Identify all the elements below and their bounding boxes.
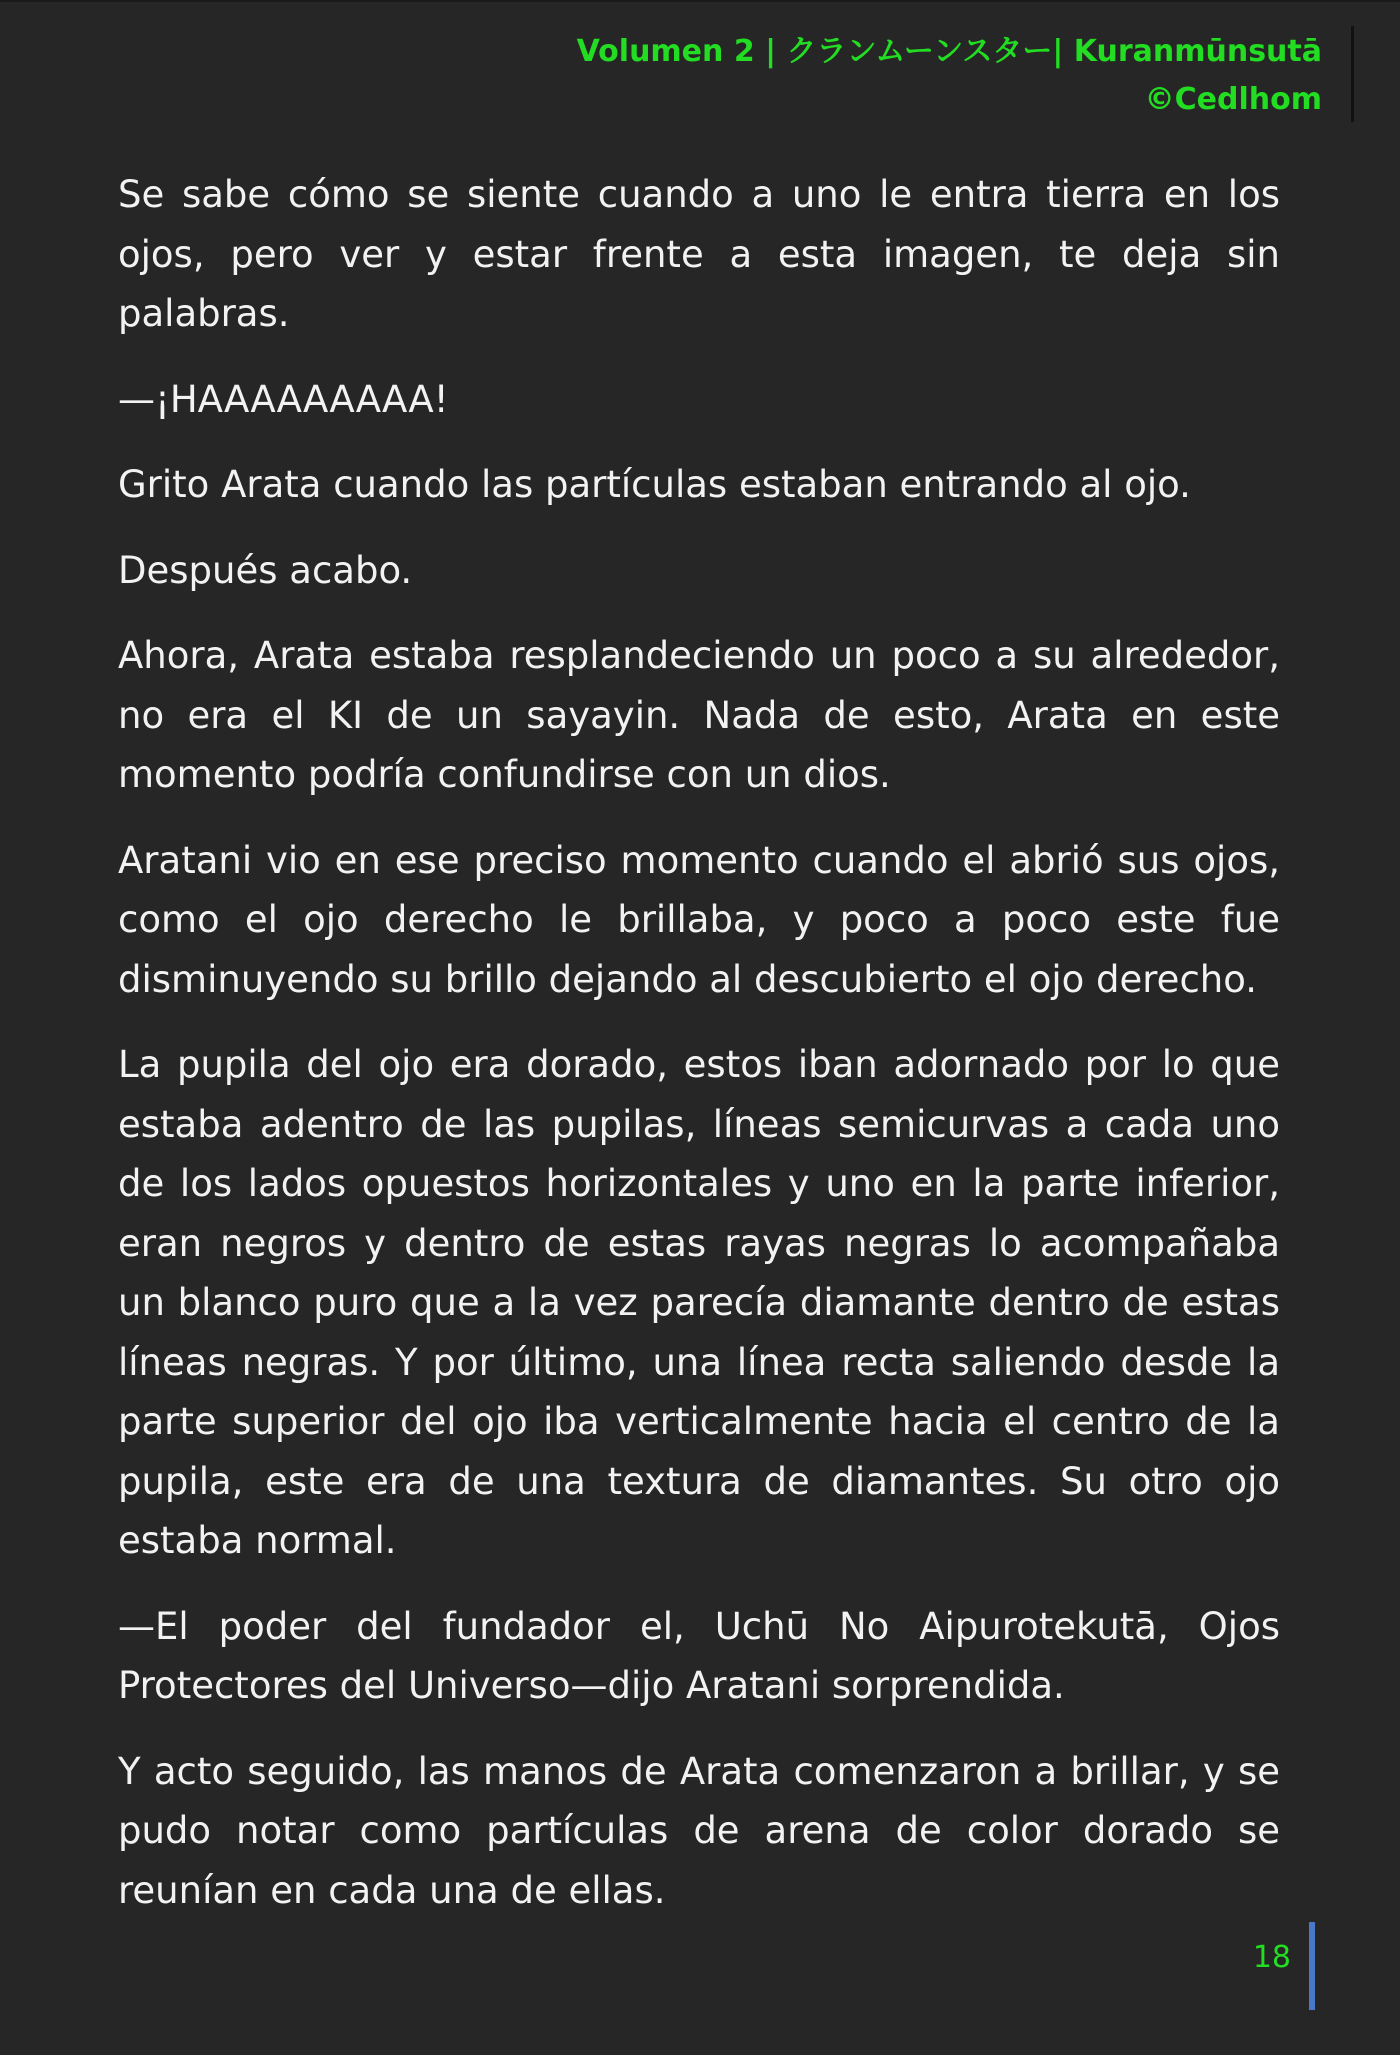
paragraph-4: Después acabo. xyxy=(118,548,413,592)
page-footer xyxy=(1253,1922,1315,2010)
paragraph-7: La pupila del ojo era dorado, estos iban adornado por lo que estaba adentro de las pupilas, líneas semicurvas a cada uno de los lados opuestos horizontales y uno en la parte inferior, eran negros y dentro de estas rayas negras lo acompañaba un blanco puro que a la vez parecía diamante dentro de estas líneas negras. Y por último, una línea recta saliendo desde la parte superior del ojo iba verticalmente hacia el centro de la pupila, este era de una textura de diamantes. Su otro ojo estaba normal. xyxy=(118,1043,1280,1562)
page-number: 18 xyxy=(1252,1939,1291,1975)
footer-vertical-rule xyxy=(1309,1922,1315,2010)
header-title: Volumen 2 | クランムーンスター| Kuranmūnsutā xyxy=(576,34,1322,69)
paragraph-2: —¡HAAAAAAAAA! xyxy=(118,377,449,421)
paragraph-6: Aratani vio en ese preciso momento cuando el abrió sus ojos, como el ojo derecho le brillaba, y poco a poco este fue disminuyendo su brillo dejando al descubierto el ojo derecho. xyxy=(118,838,1280,1001)
header-vertical-rule xyxy=(1351,26,1354,122)
paragraph-5: Ahora, Arata estaba resplandeciendo un poco a su alrededor, no era el KI de un sayayin. Nada de esto, Arata en este momento podría confundirse con un dios. xyxy=(118,634,1280,796)
paragraph-8: —El poder del fundador el, Uchū No Aipurotekutā, Ojos Protectores del Universo—dijo Aratani sorprendida. xyxy=(118,1604,1280,1707)
paragraph-1: Se sabe cómo se siente cuando a uno le entra tierra en los ojos, pero ver y estar frente a esta imagen, te deja sin palabras. xyxy=(118,173,1280,335)
header-author: ©Cedlhom xyxy=(1144,82,1322,117)
top-edge-line xyxy=(0,0,1400,2)
page-header xyxy=(577,28,1338,124)
page-body xyxy=(118,165,1280,1946)
paragraph-9: Y acto seguido, las manos de Arata comenzaron a brillar, y se pudo notar como partículas de arena de color dorado se reunían en cada una de ellas. xyxy=(118,1749,1280,1912)
paragraph-3: Grito Arata cuando las partículas estaban entrando al ojo. xyxy=(118,463,1191,506)
